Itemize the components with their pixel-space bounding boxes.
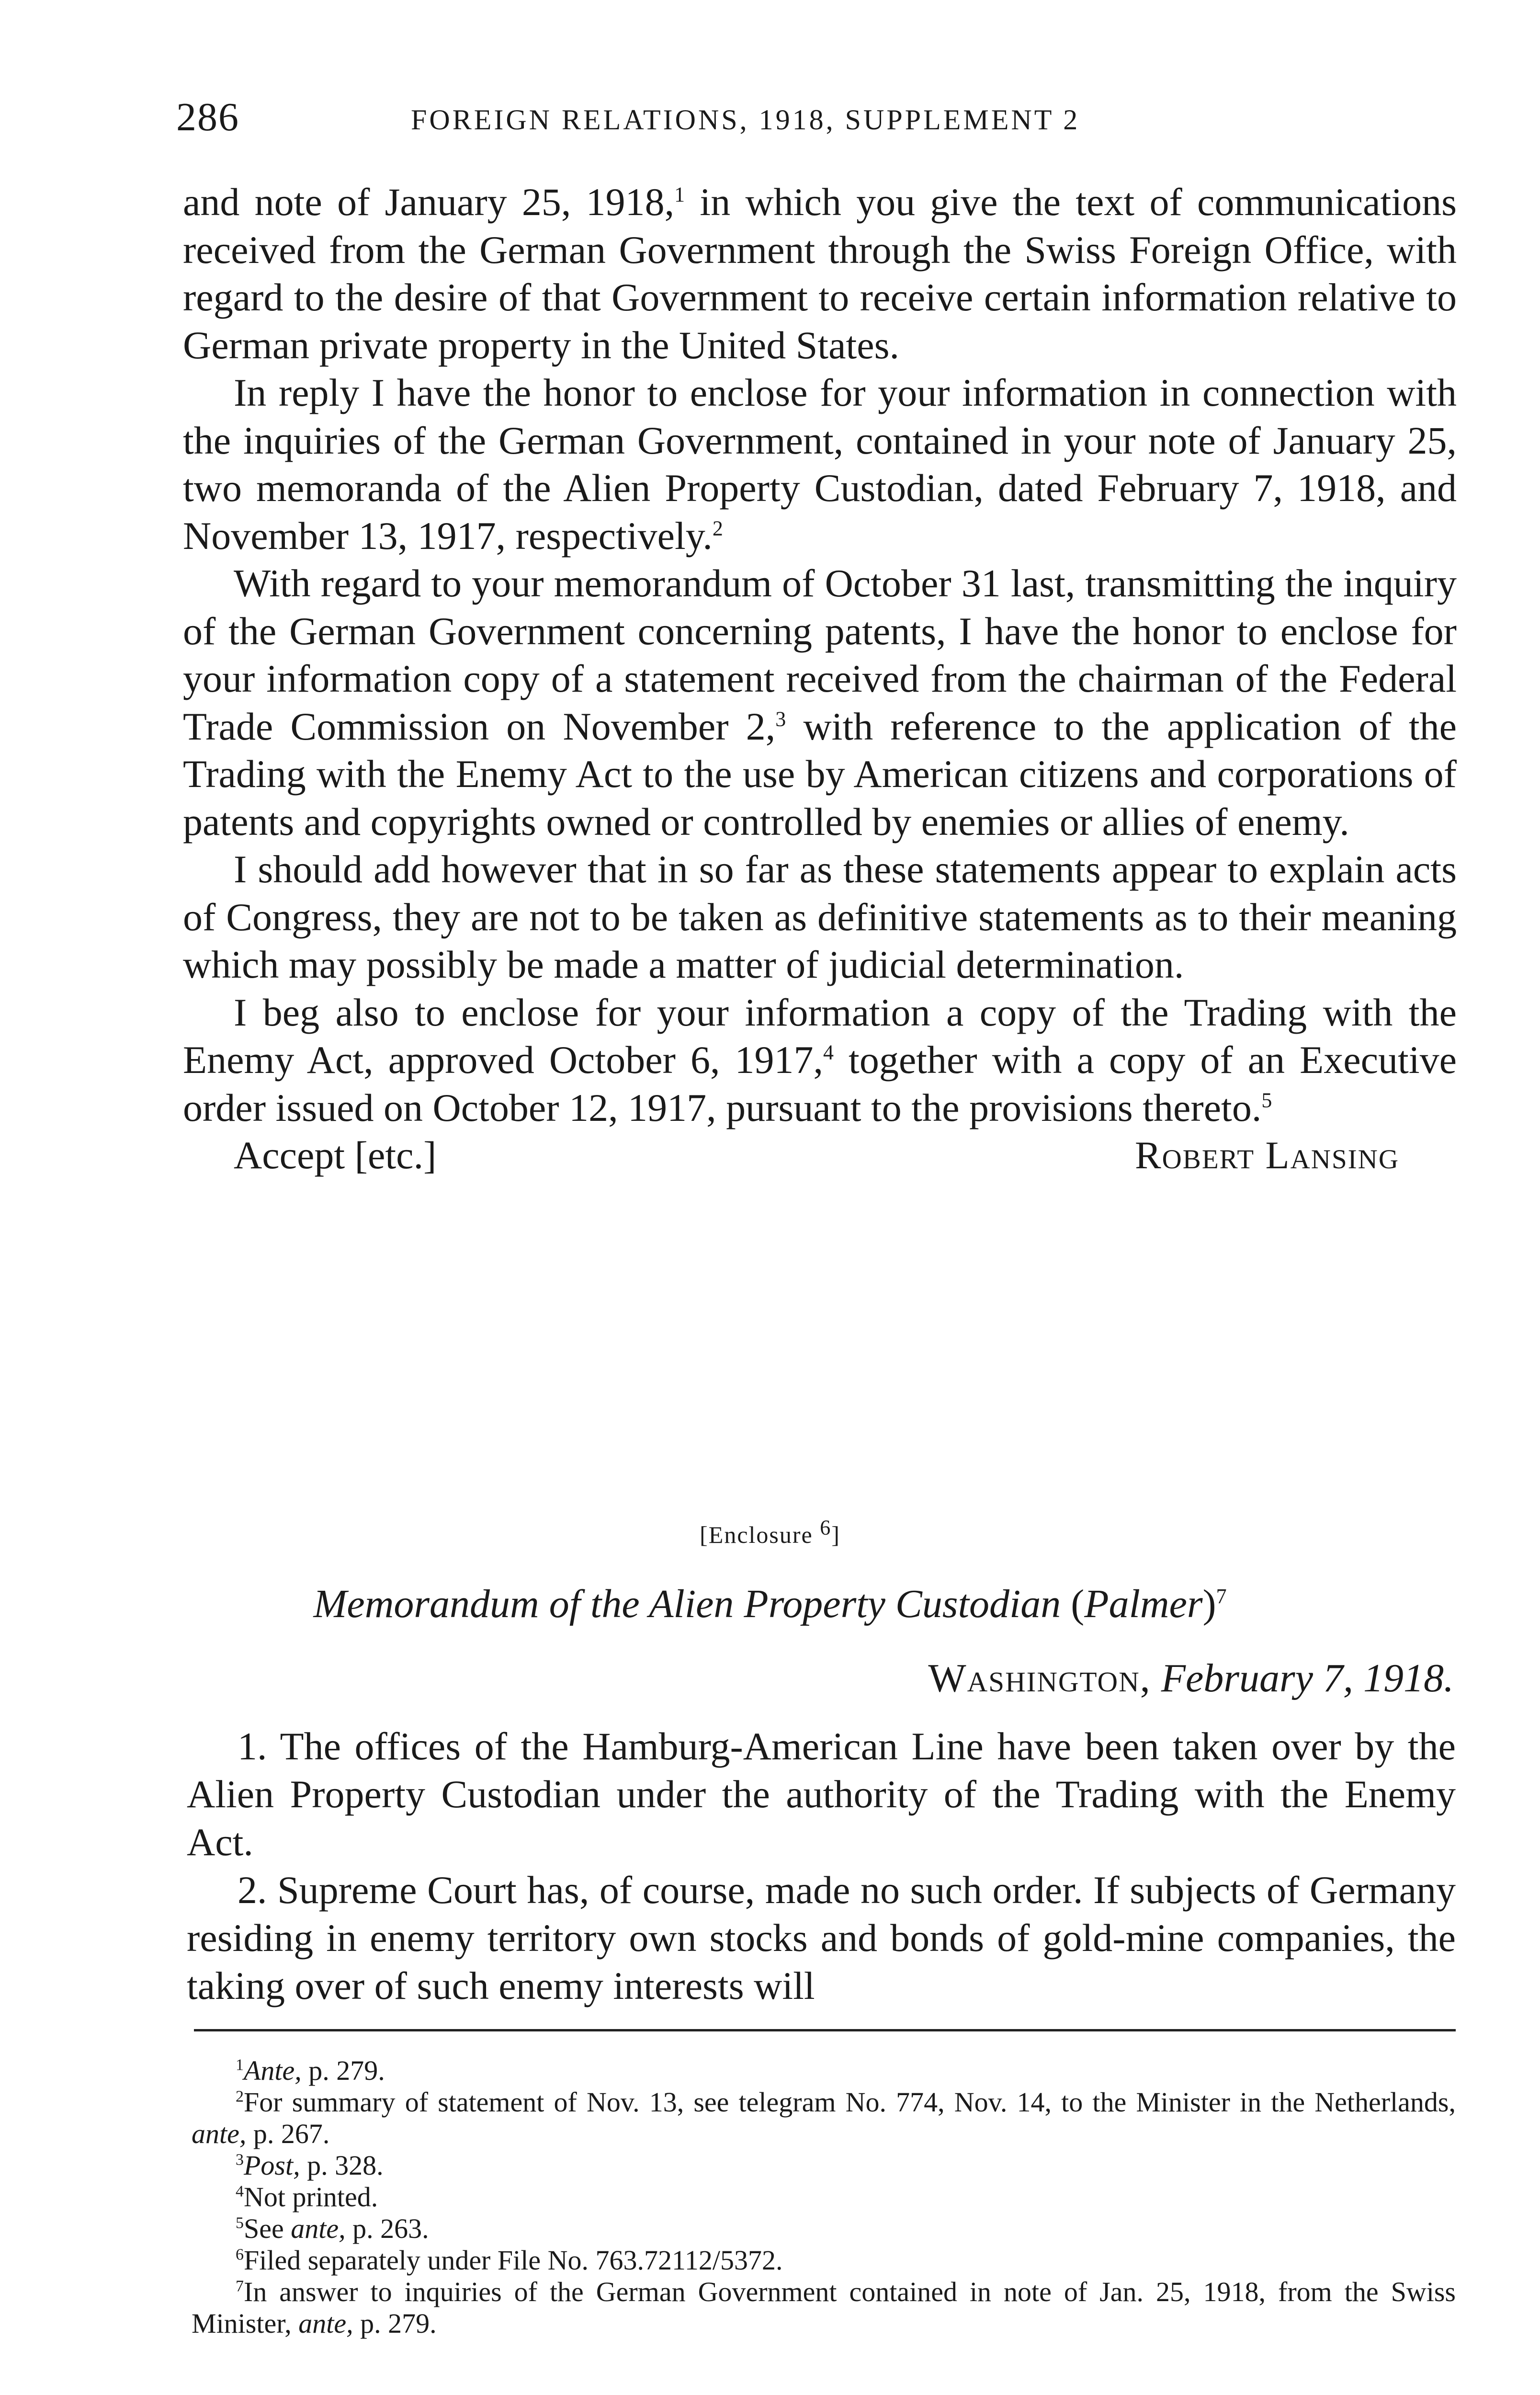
closing: Accept [etc.] [234,1133,437,1177]
dateline-place: Washington, [928,1656,1151,1700]
letter-body [183,178,1457,1179]
footnote-ref: 5 [1261,1088,1272,1112]
footnote-ref: 2 [712,516,723,540]
dateline-date: February 7, 1918. [1161,1656,1454,1700]
letter-paragraph-4: I should add however that in so far as these statements appear to explain acts of Congress, they are not to be taken as definitive statements as to their meaning which may possibly be made a matter of judicial determination. [183,847,1457,986]
letter-paragraph-3: With regard to your memorandum of October 31 last, transmitting the inquiry of the German Government concerning patents, I have the honor to enclose for your information copy of a statement received from the chairman of the Federal Trade Commission on November 2,$^3$ with reference to the application of the Trading with the Enemy Act to the use by American citizens and corporations of patents and copyrights owned or controlled by enemies or allies of enemy. [183,561,1457,844]
footnote-2: $^2$For summary of statement of Nov. 13, see telegram No. 774, Nov. 14, to the Minister in the Netherlands, ante, p. 267. [192,2087,1456,2149]
page-header [176,94,1455,151]
footnote-1: $^1$Ante, p. 279. [236,2055,385,2086]
footnote-ref: 7 [1216,1585,1227,1608]
footnotes [192,2055,1456,2339]
memorandum-body [187,1722,1456,2010]
letter-paragraph-2: In reply I have the honor to enclose for your information in connection with the inquiries of the German Government, contained in your note of January 25, two memoranda of the Alien Property Custodian, dated February 7, 1918, and November 13, 1917, respectively.$^2$ [183,371,1457,558]
running-head: FOREIGN RELATIONS, 1918, SUPPLEMENT 2 [411,104,1080,136]
dateline [928,1655,1454,1701]
letter-paragraph-1: and note of January 25, 1918,$^1$ in which you give the text of communications received from the German Government through the Swiss Foreign Office, with regard to the desire of that Government to receive certain information relative to German private property in the United States. [183,180,1457,367]
footnote-5: $^5$See ante, p. 263. [236,2213,429,2244]
memorandum-item-1: 1. The offices of the Hamburg-American Line have been taken over by the Alien Property Custodian under the authority of the Trading with the Enemy Act. [187,1724,1456,1864]
footnote-ref: 1 [674,182,685,206]
page-number: 286 [176,95,239,139]
footnote-3: $^3$Post, p. 328. [236,2150,384,2181]
closing-line [183,1131,1457,1179]
footnote-4: $^4$Not printed. [236,2181,378,2213]
footnote-ref: 6 [820,1516,832,1540]
footnote-ref: 3 [775,707,786,731]
memorandum-item-2: 2. Supreme Court has, of course, made no such order. If subjects of Germany residing in enemy territory own stocks and bonds of gold-mine companies, the taking over of such enemy interests will [187,1868,1456,2007]
footnote-ref: 4 [823,1040,834,1064]
footnote-divider [194,2029,1456,2031]
enclosure-label: [Enclosure $^6$] [700,1516,840,1548]
letter-paragraph-5: I beg also to enclose for your information a copy of the Trading with the Enemy Act, approved October 6, 1917,$^4$ together with a copy of an Executive order issued on October 12, 1917, pursuant to the provisions thereto.$^5$ [183,990,1457,1129]
footnote-6: $^6$Filed separately under File No. 763.72112/5372. [236,2245,783,2276]
footnote-7: $^7$In answer to inquiries of the German Government contained in note of Jan. 25, 1918, from the Swiss Minister, ante, p. 279. [192,2276,1456,2339]
memorandum-title: Memorandum of the Alien Property Custodian (Palmer)$^7$ [313,1582,1227,1626]
signature: Robert Lansing [1134,1133,1399,1177]
